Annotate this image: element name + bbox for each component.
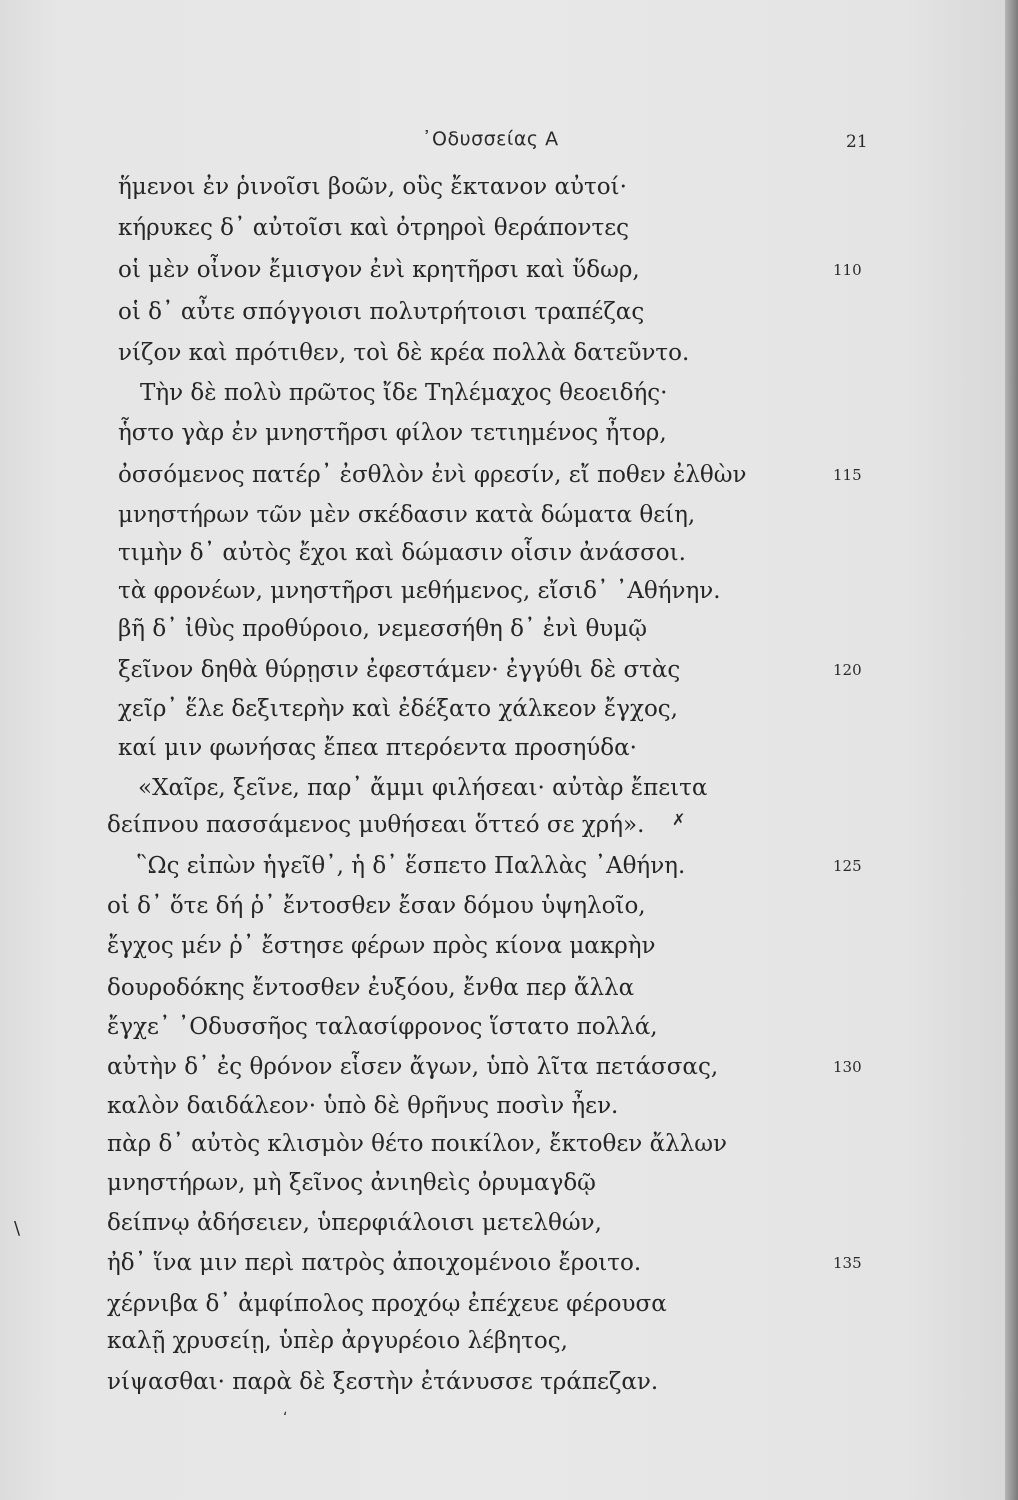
- verse-line: [0, 773, 1005, 813]
- page-edge: [1005, 0, 1018, 1500]
- verse-text: οἱ δ᾿ ὅτε δή ῥ᾿ ἔντοσθεν ἔσαν δόμου ὑψηλοῖο,: [107, 893, 646, 919]
- line-number: 115: [833, 466, 862, 484]
- verse-text: χεῖρ᾿ ἕλε δεξιτερὴν καὶ ἐδέξατο χάλκεον ἔγχος,: [118, 696, 678, 722]
- verse-text: ξεῖνον δηθὰ θύρῃσιν ἐφεστάμεν· ἐγγύθι δὲ στὰς: [118, 657, 681, 683]
- verse-line: [0, 1012, 1005, 1052]
- verse-text: καί μιν φωνήσας ἔπεα πτερόεντα προσηύδα·: [118, 735, 637, 761]
- verse-line: [0, 538, 1005, 578]
- verse-text: Τὴν δὲ πολὺ πρῶτος ἴδε Τηλέμαχος θεοειδής·: [140, 380, 668, 406]
- verse-line: [0, 1129, 1005, 1169]
- verse-text: κήρυκες δ᾿ αὐτοῖσι καὶ ὀτρηροὶ θεράποντες: [118, 215, 630, 241]
- verse-text: αὐτὴν δ᾿ ἐς θρόνον εἷσεν ἄγων, ὑπὸ λῖτα πετάσσας,: [107, 1054, 719, 1080]
- verse-line: [0, 378, 1005, 418]
- verse-text: ἔγχος μέν ῥ᾿ ἔστησε φέρων πρὸς κίονα μακρὴν: [107, 933, 656, 959]
- verse-text: μνηστήρων τῶν μὲν σκέδασιν κατὰ δώματα θείη,: [118, 502, 696, 528]
- verse-text: ῝Ως εἰπὼν ἡγεῖθ᾿, ἡ δ᾿ ἕσπετο Παλλὰς ᾿Αθήνη.: [136, 853, 686, 879]
- line-number: 110: [833, 261, 862, 279]
- verse-line: [0, 1208, 1005, 1248]
- verse-text: χέρνιβα δ᾿ ἀμφίπολος προχόῳ ἐπέχευε φέρουσα: [107, 1291, 667, 1317]
- verse-text: τιμὴν δ᾿ αὐτὸς ἔχοι καὶ δώμασιν οἷσιν ἀνάσσοι.: [118, 540, 686, 566]
- line-number: 135: [833, 1254, 862, 1272]
- verse-line: [0, 297, 1005, 337]
- verse-line: [0, 460, 1005, 500]
- pencil-mark: \: [14, 1218, 21, 1239]
- verse-text: βῆ δ᾿ ἰθὺς προθύροιο, νεμεσσήθη δ᾿ ἐνὶ θυμῷ: [118, 616, 647, 642]
- verse-text: καλῇ χρυσείῃ, ὑπὲρ ἀργυρέοιο λέβητος,: [107, 1328, 568, 1354]
- verse-line: [0, 733, 1005, 773]
- verse-text: δουροδόκης ἔντοσθεν ἐυξόου, ἔνθα περ ἄλλα: [107, 975, 635, 1001]
- verse-text: δείπνῳ ἀδήσειεν, ὑπερφιάλοισι μετελθών,: [107, 1210, 602, 1236]
- verse-text: καλὸν δαιδάλεον· ὑπὸ δὲ θρῆνυς ποσὶν ἦεν.: [107, 1093, 619, 1119]
- verse-line: [0, 1168, 1005, 1208]
- verse-line: [0, 255, 1005, 295]
- verse-line: [0, 338, 1005, 378]
- verse-line: [0, 1052, 1005, 1092]
- verse-text: οἱ δ᾿ αὖτε σπόγγοισι πολυτρήτοισι τραπέζας: [118, 299, 645, 325]
- verse-text: νίζον καὶ πρότιθεν, τοὶ δὲ κρέα πολλὰ δατεῦντο.: [118, 340, 690, 366]
- verse-text: τὰ φρονέων, μνηστῆρσι μεθήμενος, εἴσιδ᾿ ᾿Αθήνην.: [118, 578, 721, 604]
- verse-text: ἥμενοι ἐν ῥινοῖσι βοῶν, οὓς ἔκτανον αὐτοί·: [118, 174, 627, 200]
- verse-line: [0, 655, 1005, 695]
- line-number: 125: [833, 857, 862, 875]
- verse-line: [0, 1367, 1005, 1407]
- verse-text: ἔγχε᾿ ᾿Οδυσσῆος ταλασίφρονος ἵστατο πολλά,: [107, 1014, 658, 1040]
- verse-line: [0, 500, 1005, 540]
- verse-text: ὀσσόμενος πατέρ᾿ ἐσθλὸν ἐνὶ φρεσίν, εἴ ποθεν ἐλθὼν: [118, 462, 747, 488]
- verse-line: [0, 576, 1005, 616]
- verse-text: οἱ μὲν οἶνον ἔμισγον ἐνὶ κρητῆρσι καὶ ὕδωρ,: [118, 257, 640, 283]
- verse-line: [0, 172, 1005, 212]
- verse-line: [0, 694, 1005, 734]
- verse-line: [0, 973, 1005, 1013]
- line-number: 120: [833, 661, 862, 679]
- verse-text: μνηστήρων, μὴ ξεῖνος ἀνιηθεὶς ὀρυμαγδῷ: [107, 1170, 596, 1196]
- verse-text: «Χαῖρε, ξεῖνε, παρ᾿ ἄμμι φιλήσεαι· αὐτὰρ ἔπειτα: [138, 775, 708, 801]
- verse-text: ἠδ᾿ ἵνα μιν περὶ πατρὸς ἀποιχομένοιο ἔροιτο.: [107, 1250, 642, 1276]
- verse-line: [0, 1326, 1005, 1366]
- verse-line: [0, 1248, 1005, 1288]
- pencil-mark: ʻ: [283, 1410, 288, 1426]
- running-head: ᾿Οδυσσείας Α: [422, 128, 559, 150]
- verse-text: πὰρ δ᾿ αὐτὸς κλισμὸν θέτο ποικίλον, ἔκτοθεν ἄλλων: [107, 1131, 727, 1157]
- verse-line: [0, 614, 1005, 654]
- verse-text: ἧστο γὰρ ἐν μνηστῆρσι φίλον τετιημένος ἦτορ,: [118, 420, 667, 446]
- verse-line: [0, 1289, 1005, 1329]
- verse-text: δείπνου πασσάμενος μυθήσεαι ὅττεό σε χρή».: [107, 812, 645, 838]
- line-number: 130: [833, 1058, 862, 1076]
- verse-line: [0, 931, 1005, 971]
- verse-line: [0, 891, 1005, 931]
- verse-line: [0, 810, 1005, 850]
- verse-line: [0, 418, 1005, 458]
- verse-text: νίψασθαι· παρὰ δὲ ξεστὴν ἐτάνυσσε τράπεζαν.: [107, 1369, 659, 1395]
- verse-line: [0, 213, 1005, 253]
- page-number: 21: [846, 132, 868, 152]
- verse-line: [0, 1091, 1005, 1131]
- verse-line: [0, 851, 1005, 891]
- pencil-mark: ✗: [672, 810, 686, 829]
